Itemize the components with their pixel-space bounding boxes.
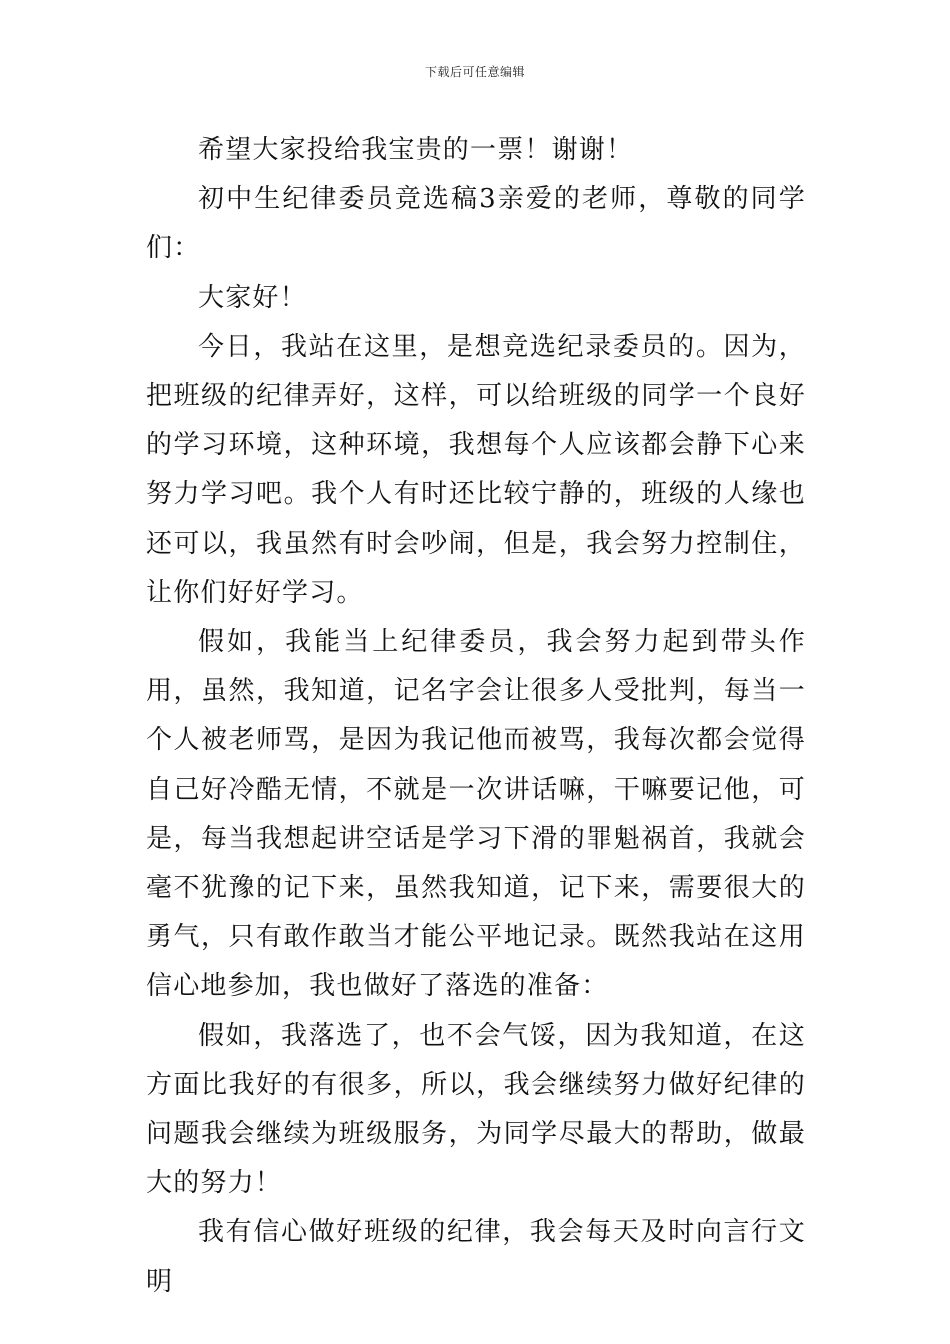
paragraph-title-salutation: 初中生纪律委员竞选稿3亲爱的老师，尊敬的同学们： <box>146 184 806 264</box>
paragraph-intro: 今日，我站在这里，是想竞选纪录委员的。因为，把班级的纪律弄好，这样，可以给班级的同学一个良好的学习环境，这种环境，我想每个人应该都会静下心来努力学习吧。我个人有时还比较宁静的，班级的人缘也还可以，我虽然有时会吵闹，但是，我会努力控制住，让你们好好学习。 <box>146 331 806 608</box>
paragraph-if-elected: 假如，我能当上纪律委员，我会努力起到带头作用，虽然，我知道，记名字会让很多人受批判，每当一个人被老师骂，是因为我记他而被骂，我每次都会觉得自己好冷酷无情，不就是一次讲话嘛，干嘛要记他，可是，每当我想起讲空话是学习下滑的罪魁祸首，我就会毫不犹豫的记下来，虽然我知道，记下来，需要很大的勇气，只有敢作敢当才能公平地记录。既然我站在这用信心地参加，我也做好了落选的准备： <box>146 627 806 1002</box>
page-header: 下载后可任意编辑 <box>424 65 525 79</box>
paragraph-closing-thanks: 希望大家投给我宝贵的一票！谢谢！ <box>198 135 634 165</box>
paragraph-confidence: 我有信心做好班级的纪律，我会每天及时向言行文明 <box>146 1217 806 1297</box>
document-body <box>146 126 806 1307</box>
paragraph-if-not-elected: 假如，我落选了，也不会气馁，因为我知道，在这方面比我好的有很多，所以，我会继续努力做好纪律的问题我会继续为班级服务，为同学尽最大的帮助，做最大的努力！ <box>146 1020 806 1199</box>
paragraph-greeting: 大家好！ <box>198 282 307 313</box>
